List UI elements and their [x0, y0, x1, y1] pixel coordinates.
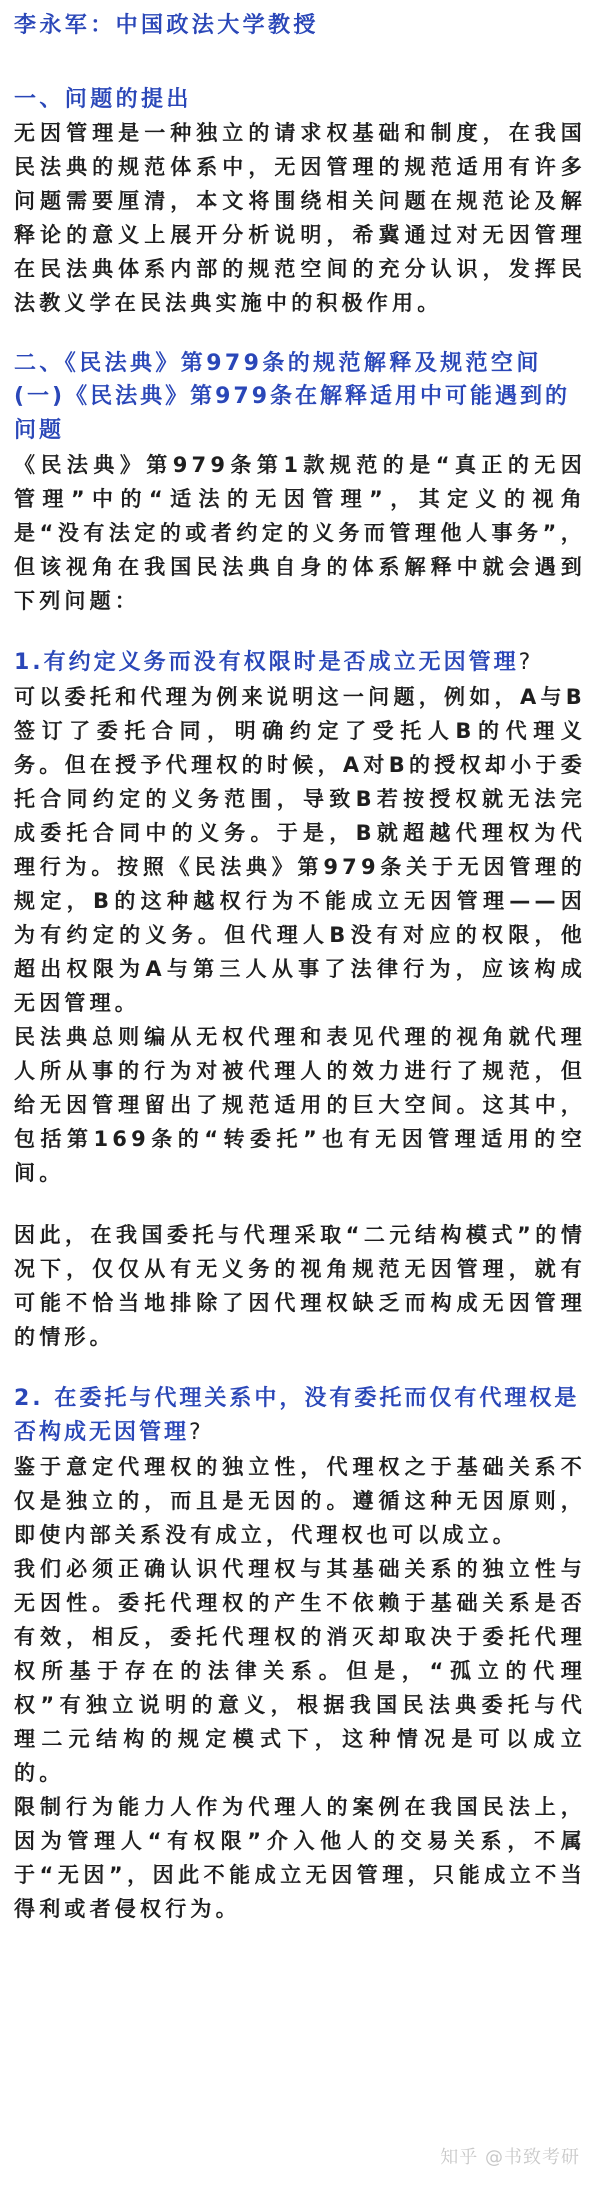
spacer [14, 320, 586, 348]
question-1-title-text: 1.有约定义务而没有权限时是否成立无因管理 [14, 650, 519, 675]
section-1-body: 无因管理是一种独立的请求权基础和制度，在我国民法典的规范体系中，无因管理的规范适用有许多问题需要厘清，本文将围绕相关问题在规范论及解释论的意义上展开分析说明，希冀通过对无因管理在民法典体系内部的规范空间的充分认识，发挥民法教义学在民法典实施中的积极作用。 [14, 121, 586, 315]
question-1-paragraph-1: 可以委托和代理为例来说明这一问题，例如，A与B签订了委托合同，明确约定了受托人B的代理义务。但在授予代理权的时候，A对B的授权却小于委托合同约定的义务范围，导致B若按授权就无法完成委托合同中的义务。于是，B就超越代理权为代理行为。按照《民法典》第979条关于无因管理的规定，B的这种越权行为不能成立无因管理——因为有约定的义务。但代理人B没有对应的权限，他超出权限为A与第三人从事了法律行为，应该构成无因管理。 [14, 685, 586, 1015]
spacer [14, 1190, 586, 1218]
question-1-paragraph-3: 因此，在我国委托与代理采取“二元结构模式”的情况下，仅仅从有无义务的视角规范无因管理，就有可能不恰当地排除了因代理权缺乏而构成无因管理的情形。 [14, 1223, 586, 1349]
question-2-paragraph-2: 我们必须正确认识代理权与其基础关系的独立性与无因性。委托代理权的产生不依赖于基础关系是否有效，相反，委托代理权的消灭却取决于委托代理权所基于存在的法律关系。但是，“孤立的代理权”有独立说明的意义，根据我国民法典委托与代理二元结构的规定模式下，这种情况是可以成立的。 [14, 1557, 586, 1785]
question-2-paragraph-1: 鉴于意定代理权的独立性，代理权之于基础关系不仅是独立的，而且是无因的。遵循这种无因原则，即使内部关系没有成立，代理权也可以成立。 [14, 1455, 586, 1547]
section-2-intro: 《民法典》第979条第1款规范的是“真正的无因管理”中的“适法的无因管理”，其定义的视角是“没有法定的或者约定的义务而管理他人事务”，但该视角在我国民法典自身的体系解释中就会遇到下列问题： [14, 453, 586, 613]
question-1-title [14, 646, 586, 680]
question-mark: ? [518, 650, 534, 675]
question-2-title-text: 2. 在委托与代理关系中，没有委托而仅有代理权是否构成无因管理 [14, 1386, 580, 1445]
spacer [14, 618, 586, 646]
watermark: 知乎 @书致考研 [440, 2147, 580, 2168]
question-2-title [14, 1382, 586, 1450]
author-line: 李永军：中国政法大学教授 [14, 13, 319, 38]
section-2-subtitle: (一)《民法典》第979条在解释适用中可能遇到的问题 [14, 384, 571, 443]
spacer [14, 1354, 586, 1382]
section-1-title: 一、问题的提出 [14, 87, 192, 112]
section-2-title: 二、《民法典》第979条的规范解释及规范空间 [14, 351, 542, 376]
question-mark: ? [189, 1420, 204, 1445]
question-2-paragraph-3: 限制行为能力人作为代理人的案例在我国民法上，因为管理人“有权限”介入他人的交易关系，不属于“无因”，因此不能成立无因管理，只能成立不当得利或者侵权行为。 [14, 1795, 586, 1921]
question-1-paragraph-2: 民法典总则编从无权代理和表见代理的视角就代理人所从事的行为对被代理人的效力进行了规范，但给无因管理留出了规范适用的巨大空间。这其中，包括第169条的“转委托”也有无因管理适用的空间。 [14, 1025, 586, 1185]
